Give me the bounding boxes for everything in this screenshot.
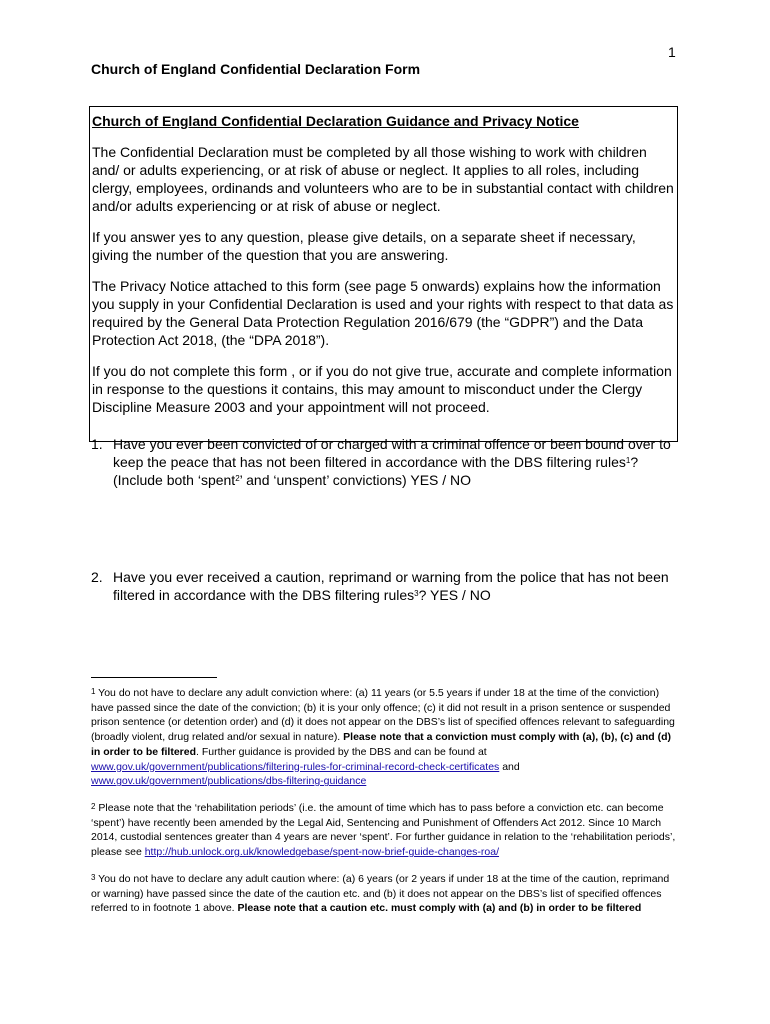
guidance-paragraph-2: If you answer yes to any question, please give details, on a separate sheet if necessary, giving the number of the question that you are answering.: [92, 229, 636, 263]
guidance-paragraph-3: The Privacy Notice attached to this form (see page 5 onwards) explains how the information you supply in your Confidential Declaration is used and your rights with respect to that data as required by the General Data Protection Regulation 2016/679 (the “GDPR”) and the Data Protection Act 2018, (the “DPA 2018”).: [92, 278, 674, 348]
footnote-bold-note: Please note that a caution etc. must comply with (a) and (b) in order to be filtered: [237, 902, 642, 915]
question-2: [91, 568, 681, 604]
footnote-mark: 2: [91, 802, 96, 811]
page-number: 1: [668, 44, 676, 60]
question-number: 2.: [91, 569, 103, 585]
footnote-ref: 2: [235, 474, 240, 483]
footnote-mark: 1: [91, 687, 96, 696]
footnote-bold-note: Please note that a conviction must comply with (a), (b), (c) and (d) in order to be filtered: [91, 731, 672, 758]
footnote-3: $^3$ You do not have to declare any adult caution where: (a) 6 years (or 2 years if under 18 at the time of the caution, reprimand or warning) have passed since the date of the caution etc. and (b) it does not appear on the DBS’s list of specified offences referred to in footnote 1 above. Please note that a caution etc. must comply with (a) and (b) in order to be filtered: [91, 873, 670, 915]
footnote-separator: [91, 677, 217, 678]
footnote-1: $^1$ You do not have to declare any adult conviction where: (a) 11 years (or 5.5 years if under 18 at the time of the conviction) have passed since the date of the conviction; (b) it is your only offence; (c) it did not result in a prison sentence or suspended prison sentence (or detention order) and (d) it does not appear on the DBS’s list of specified offences relevant to safeguarding (broadly violent, drug related and/or sexual in nature). Please note that a conviction must comply with (a), (b), (c) and (d) in order to be filtered. Further guidance is provided by the DBS and can be found at www.gov.uk/government/publications/filtering-rules-for-criminal-record-check-certificates and www.gov.uk/government/publications/dbs-filtering-guidance: [91, 687, 675, 788]
question-text: Have you ever received a caution, reprimand or warning from the police that has not been filtered in accordance with the DBS filtering rules$^3$? YES / NO: [113, 569, 669, 603]
unlock-guide-link[interactable]: http://hub.unlock.org.uk/knowledgebase/spent-now-brief-guide-changes-roa/: [144, 846, 500, 859]
footnote-mark: 3: [91, 873, 96, 882]
guidance-paragraph-1: The Confidential Declaration must be completed by all those wishing to work with children and/ or adults experiencing, or at risk of abuse or neglect. It applies to all roles, including clergy, employees, ordinands and volunteers who are to be in substantial contact with children and/or adults experiencing or at risk of abuse or neglect.: [92, 144, 674, 214]
guidance-heading: Church of England Confidential Declaration Guidance and Privacy Notice: [92, 113, 579, 129]
question-number: 1.: [91, 436, 103, 452]
question-text: Have you ever been convicted of or charged with a criminal offence or been bound over to keep the peace that has not been filtered in accordance with the DBS filtering rules$^1$? (Include both ‘spent$^2$’ and ‘unspent’ convictions) YES / NO: [113, 436, 671, 488]
footnote-ref: 1: [625, 456, 631, 465]
footnote-2: $^2$ Please note that the ‘rehabilitation periods’ (i.e. the amount of time which has to pass before a conviction etc. can become ‘spent’) have recently been amended by the Legal Aid, Sentencing and Punishment of Offenders Act 2012. Since 10 March 2014, custodial sentences greater than 4 years are never ‘spent’. For further guidance in relation to the ‘rehabilitation periods’, please see http://hub.unlock.org.uk/knowledgebase/spent-now-brief-guide-changes-roa/: [91, 802, 676, 859]
guidance-box: [89, 106, 678, 442]
guidance-paragraph-4: If you do not complete this form , or if you do not give true, accurate and complete information in response to the questions it contains, this may amount to misconduct under the Clergy Discipline Measure 2003 and your appointment will not proceed.: [92, 363, 672, 415]
footnote-ref: 3: [414, 589, 419, 598]
question-1: [91, 435, 681, 489]
filtering-rules-link[interactable]: www.gov.uk/government/publications/filtering-rules-for-criminal-record-check-certificates: [91, 760, 500, 773]
page-title: Church of England Confidential Declaration Form: [91, 61, 421, 77]
dbs-filtering-guidance-link[interactable]: www.gov.uk/government/publications/dbs-filtering-guidance: [91, 775, 367, 788]
